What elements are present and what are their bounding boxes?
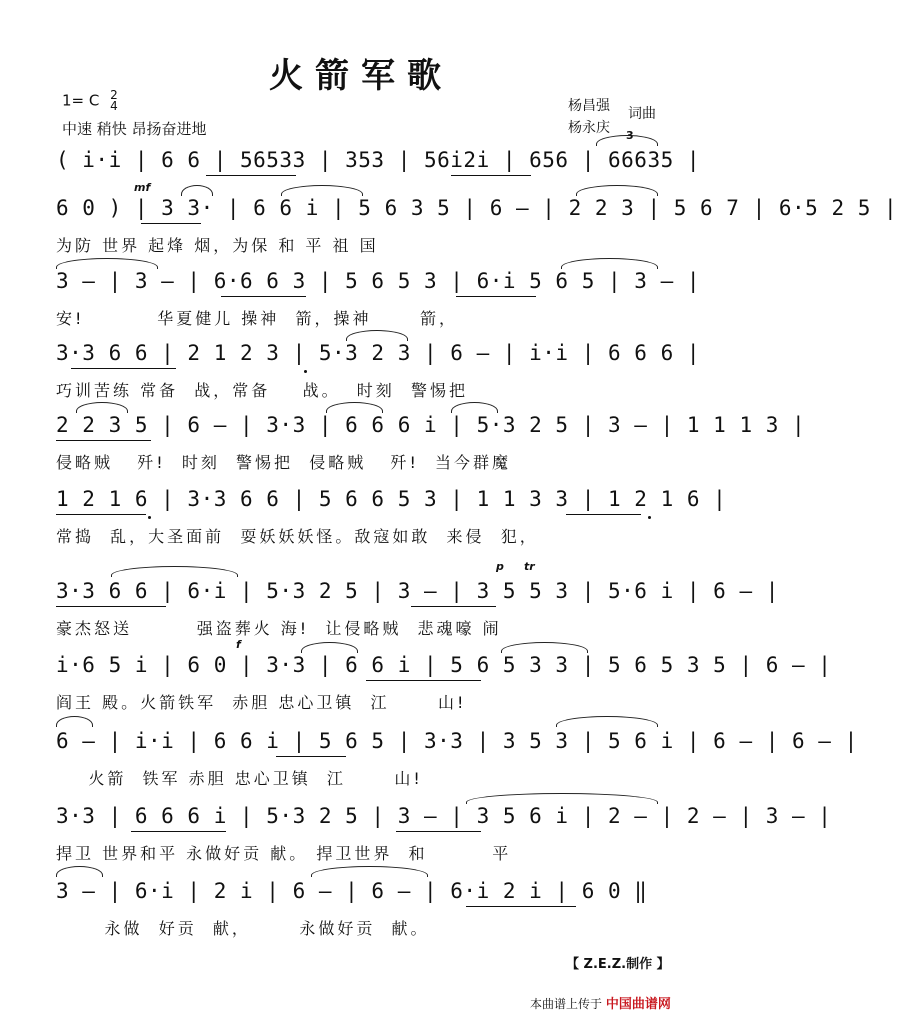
tie-mark (311, 866, 428, 877)
triplet-mark: 3 (626, 129, 634, 142)
notation-line: 3·3 | 6 6 6 i | 5·3 2 5 | 3 — | 3 5 6 i | 2 — | 2 — | 3 — | (56, 804, 832, 828)
footer-brand-link[interactable]: 中国曲谱网 (605, 997, 671, 1012)
time-sig-top: 2 (110, 88, 118, 102)
notation-line: 1 2 1 6 | 3·3 6 6 | 5 6 6 5 3 | 1 1 3 3 | 1 2 1 6 | (56, 487, 727, 511)
tempo-marking: 中速 稍快 昂扬奋进地 (62, 120, 207, 138)
beam-line (141, 223, 201, 224)
tie-mark (56, 258, 158, 269)
lyrics-line: 豪杰怒送 强盗葬火 海! 让侵略贼 悲魂嚎 闹 (56, 619, 502, 638)
dynamic-f: f (236, 638, 241, 651)
slur-mark (451, 402, 498, 413)
upload-footer (530, 993, 671, 1012)
notation-line: 2 2 3 5 | 6 — | 3·3 | 6 6 6 i | 5·3 2 5 | 3 — | 1 1 1 3 | (56, 413, 806, 437)
lyrics-line: 捍卫 世界和平 永做好贡 献。 捍卫世界 和 平 (56, 844, 512, 863)
slur-mark (281, 185, 363, 196)
beam-line (131, 831, 226, 832)
notation-line: 6 — | i·i | 6 6 i | 5 6 5 | 3·3 | 3 5 3 | 5 6 i | 6 — | 6 — | (56, 729, 858, 753)
dynamic-mf: mf (134, 181, 151, 194)
notation-line: ( i·i | 6 6 | 56533 | 353 | 56i2i | 656 | 66635 | (56, 148, 701, 172)
dynamic-p: p (496, 560, 504, 573)
beam-line (56, 440, 151, 441)
lyrics-line: 永做 好贡 献， 永做好贡 献。 (56, 919, 430, 938)
key-signature (62, 90, 118, 112)
beam-line (451, 175, 531, 176)
beam-line (221, 296, 306, 297)
author-name-1: 杨昌强 (568, 98, 610, 114)
tie-mark (466, 793, 658, 804)
slur-mark (576, 185, 658, 196)
tie-mark (561, 258, 658, 269)
arranger-credit: 【 Z.E.Z.制作 】 (566, 957, 670, 972)
slur-mark (181, 185, 213, 196)
beam-line (466, 906, 576, 907)
slur-mark (111, 566, 238, 577)
octave-dot (648, 516, 651, 519)
lyrics-line: 巧训苦练 常备 战，常备 战。 时刻 警惕把 (56, 381, 468, 400)
tie-mark (56, 716, 93, 727)
beam-line (566, 514, 641, 515)
slur-mark (346, 330, 408, 341)
time-signature (110, 90, 118, 112)
time-sig-bottom: 4 (110, 99, 118, 113)
beam-line (71, 368, 176, 369)
author-credits (568, 95, 656, 139)
notation-line: 3·3 6 6 | 2 1 2 3 | 5·3 2 3 | 6 — | i·i | 6 6 6 | (56, 341, 701, 365)
lyrics-line: 侵略贼 歼! 时刻 警惕把 侵略贼 歼! 当今群魔 (56, 453, 512, 472)
lyrics-line: 安! 华夏健儿 操神 箭，操神 箭， (56, 309, 458, 328)
octave-dot (148, 516, 151, 519)
beam-line (56, 606, 166, 607)
beam-line (206, 175, 296, 176)
beam-line (56, 514, 146, 515)
lyrics-line: 火箭 铁军 赤胆 忠心卫镇 江 山! (56, 769, 423, 788)
beam-line (366, 680, 481, 681)
notation-line: 3 — | 3 — | 6·6 6 3 | 5 6 5 3 | 6·i 5 6 5 | 3 — | (56, 269, 701, 293)
beam-line (276, 756, 346, 757)
lyrics-line: 常捣 乱，大圣面前 耍妖妖妖怪。敌寇如敢 来侵 犯， (56, 527, 539, 546)
tie-mark (556, 716, 658, 727)
trill-mark: tr (524, 560, 535, 573)
beam-line (411, 606, 496, 607)
slur-mark (76, 402, 128, 413)
author-name-2: 杨永庆 (568, 120, 610, 136)
key-label: 1= C (62, 91, 100, 110)
lyrics-line: 为防 世界 起烽 烟，为保 和 平 祖 国 (56, 236, 379, 255)
notation-line: 3·3 6 6 | 6·i | 5·3 2 5 | 3 — | 3 5 5 3 | 5·6 i | 6 — | (56, 579, 779, 603)
slur-mark (326, 402, 383, 413)
notation-line: 6 0 ) | 3 3· | 6 6 i | 5 6 3 5 | 6 — | 2 2 3 | 5 6 7 | 6·5 2 5 | (56, 196, 897, 220)
notation-line: i·6 5 i | 6 0 | 3·3 | 6 6 i | 5 6 5 3 3 | 5 6 5 3 5 | 6 — | (56, 653, 832, 677)
beam-line (396, 831, 481, 832)
author-role: 词曲 (628, 106, 656, 122)
lyrics-line: 阎王 殿。火箭铁军 赤胆 忠心卫镇 江 山! (56, 693, 467, 712)
notation-line: 3 — | 6·i | 2 i | 6 — | 6 — | 6·i 2 i | 6 0 ‖ (56, 879, 648, 903)
footer-prefix: 本曲谱上传于 (530, 997, 603, 1011)
slur-mark (501, 642, 588, 653)
slur-mark (301, 642, 358, 653)
song-title: 火箭军歌 (269, 56, 453, 96)
octave-dot (304, 370, 307, 373)
tie-mark (56, 866, 103, 877)
beam-line (456, 296, 536, 297)
